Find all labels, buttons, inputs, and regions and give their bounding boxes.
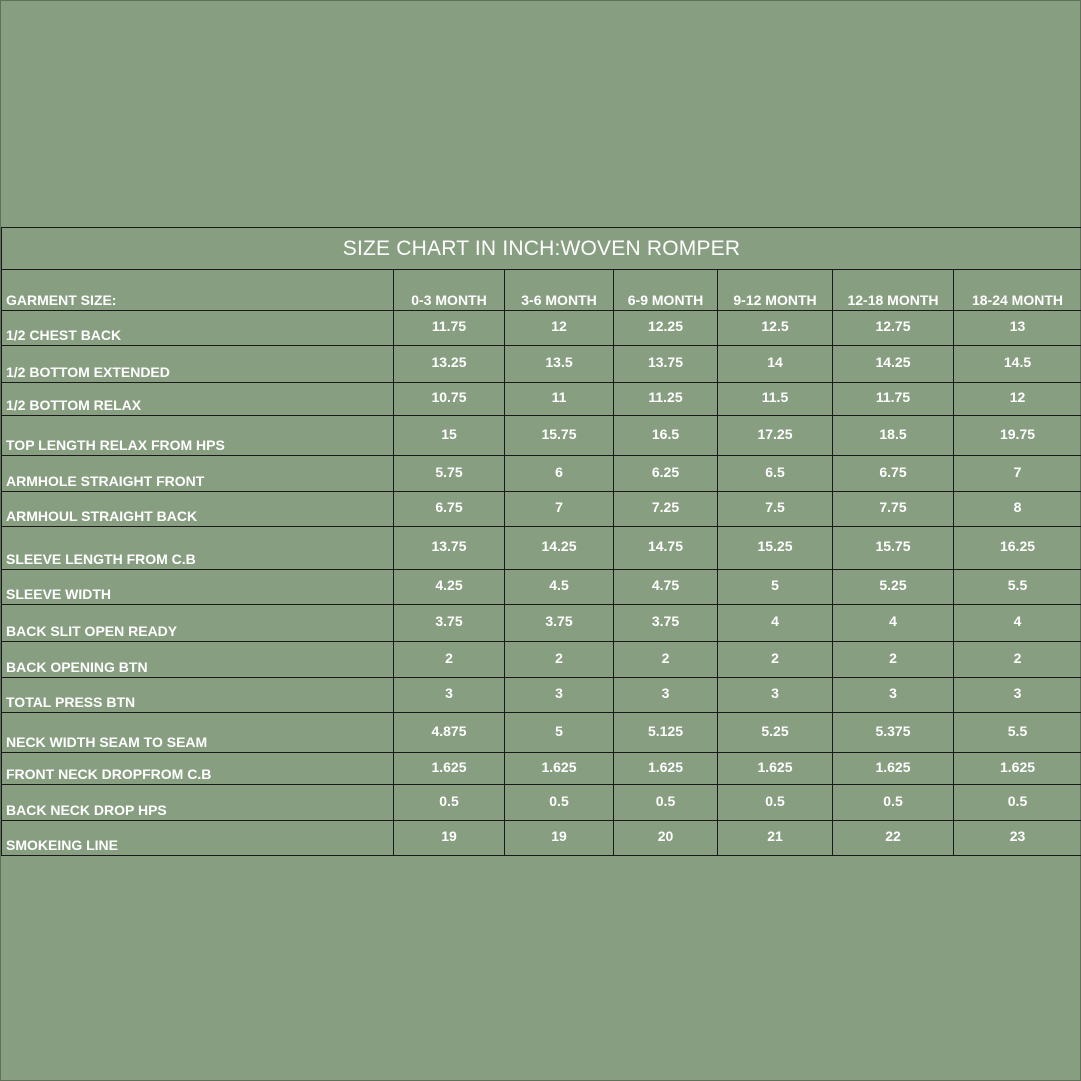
chart-title: SIZE CHART IN INCH:WOVEN ROMPER bbox=[2, 228, 1081, 270]
measurement-value: 13.5 bbox=[505, 346, 614, 383]
measurement-value: 6.25 bbox=[614, 456, 718, 492]
measurement-label: TOTAL PRESS BTN bbox=[2, 678, 394, 713]
measurement-value: 6.75 bbox=[394, 492, 505, 527]
table-row bbox=[2, 456, 1081, 492]
measurement-value: 4.5 bbox=[505, 570, 614, 605]
measurement-value: 2 bbox=[833, 642, 954, 678]
measurement-value: 2 bbox=[505, 642, 614, 678]
title-row bbox=[2, 228, 1081, 270]
measurement-value: 1.625 bbox=[614, 753, 718, 785]
measurement-label: BACK SLIT OPEN READY bbox=[2, 605, 394, 642]
measurement-value: 10.75 bbox=[394, 383, 505, 416]
size-header: 6-9 MONTH bbox=[614, 270, 718, 311]
measurement-value: 0.5 bbox=[614, 785, 718, 821]
measurement-value: 5.75 bbox=[394, 456, 505, 492]
table-row bbox=[2, 346, 1081, 383]
measurement-value: 3 bbox=[954, 678, 1081, 713]
measurement-value: 4.25 bbox=[394, 570, 505, 605]
measurement-value: 11.25 bbox=[614, 383, 718, 416]
measurement-value: 13.75 bbox=[614, 346, 718, 383]
measurement-label: BACK NECK DROP HPS bbox=[2, 785, 394, 821]
measurement-value: 7 bbox=[954, 456, 1081, 492]
measurement-value: 11.75 bbox=[394, 311, 505, 346]
measurement-value: 11.75 bbox=[833, 383, 954, 416]
measurement-label: BACK OPENING BTN bbox=[2, 642, 394, 678]
measurement-value: 11.5 bbox=[718, 383, 833, 416]
measurement-value: 2 bbox=[718, 642, 833, 678]
measurement-value: 4 bbox=[718, 605, 833, 642]
table-row bbox=[2, 416, 1081, 456]
measurement-value: 14.25 bbox=[833, 346, 954, 383]
measurement-value: 12.25 bbox=[614, 311, 718, 346]
measurement-value: 2 bbox=[394, 642, 505, 678]
measurement-label: 1/2 CHEST BACK bbox=[2, 311, 394, 346]
measurement-value: 12.75 bbox=[833, 311, 954, 346]
measurement-value: 3 bbox=[833, 678, 954, 713]
garment-size-label: GARMENT SIZE: bbox=[2, 270, 394, 311]
measurement-value: 23 bbox=[954, 821, 1081, 856]
measurement-value: 15.75 bbox=[833, 527, 954, 570]
measurement-label: ARMHOLE STRAIGHT FRONT bbox=[2, 456, 394, 492]
measurement-value: 1.625 bbox=[505, 753, 614, 785]
measurement-value: 5.5 bbox=[954, 713, 1081, 753]
measurement-label: SLEEVE WIDTH bbox=[2, 570, 394, 605]
measurement-label: 1/2 BOTTOM EXTENDED bbox=[2, 346, 394, 383]
measurement-value: 11 bbox=[505, 383, 614, 416]
measurement-value: 1.625 bbox=[718, 753, 833, 785]
measurement-value: 5.25 bbox=[718, 713, 833, 753]
measurement-value: 7 bbox=[505, 492, 614, 527]
measurement-value: 13.25 bbox=[394, 346, 505, 383]
measurement-value: 7.75 bbox=[833, 492, 954, 527]
measurement-value: 21 bbox=[718, 821, 833, 856]
size-header: 18-24 MONTH bbox=[954, 270, 1081, 311]
measurement-value: 0.5 bbox=[718, 785, 833, 821]
table-row bbox=[2, 311, 1081, 346]
measurement-value: 3.75 bbox=[505, 605, 614, 642]
measurement-value: 0.5 bbox=[954, 785, 1081, 821]
measurement-label: 1/2 BOTTOM RELAX bbox=[2, 383, 394, 416]
measurement-value: 15.25 bbox=[718, 527, 833, 570]
measurement-value: 5.375 bbox=[833, 713, 954, 753]
measurement-value: 18.5 bbox=[833, 416, 954, 456]
table-row bbox=[2, 492, 1081, 527]
table-row bbox=[2, 527, 1081, 570]
size-chart-table bbox=[1, 227, 1081, 856]
measurement-value: 19.75 bbox=[954, 416, 1081, 456]
measurement-value: 19 bbox=[394, 821, 505, 856]
measurement-value: 16.25 bbox=[954, 527, 1081, 570]
size-header: 12-18 MONTH bbox=[833, 270, 954, 311]
measurement-value: 3.75 bbox=[394, 605, 505, 642]
measurement-value: 5.5 bbox=[954, 570, 1081, 605]
measurement-label: SMOKEING LINE bbox=[2, 821, 394, 856]
measurement-value: 8 bbox=[954, 492, 1081, 527]
measurement-value: 6.75 bbox=[833, 456, 954, 492]
measurement-value: 14.5 bbox=[954, 346, 1081, 383]
measurement-value: 13 bbox=[954, 311, 1081, 346]
table-row bbox=[2, 642, 1081, 678]
measurement-value: 5.25 bbox=[833, 570, 954, 605]
header-row bbox=[2, 270, 1081, 311]
measurement-value: 7.25 bbox=[614, 492, 718, 527]
measurement-value: 5 bbox=[718, 570, 833, 605]
measurement-value: 3.75 bbox=[614, 605, 718, 642]
measurement-label: TOP LENGTH RELAX FROM HPS bbox=[2, 416, 394, 456]
size-header: 3-6 MONTH bbox=[505, 270, 614, 311]
measurement-value: 0.5 bbox=[394, 785, 505, 821]
measurement-value: 0.5 bbox=[833, 785, 954, 821]
table-row bbox=[2, 713, 1081, 753]
measurement-value: 1.625 bbox=[833, 753, 954, 785]
measurement-value: 2 bbox=[614, 642, 718, 678]
measurement-value: 1.625 bbox=[954, 753, 1081, 785]
measurement-value: 3 bbox=[614, 678, 718, 713]
measurement-value: 22 bbox=[833, 821, 954, 856]
measurement-value: 13.75 bbox=[394, 527, 505, 570]
measurement-value: 14.75 bbox=[614, 527, 718, 570]
measurement-value: 5.125 bbox=[614, 713, 718, 753]
measurement-value: 3 bbox=[394, 678, 505, 713]
measurement-value: 15.75 bbox=[505, 416, 614, 456]
measurement-value: 4 bbox=[833, 605, 954, 642]
measurement-value: 20 bbox=[614, 821, 718, 856]
table-row bbox=[2, 383, 1081, 416]
measurement-value: 4.875 bbox=[394, 713, 505, 753]
table-row bbox=[2, 570, 1081, 605]
measurement-value: 3 bbox=[505, 678, 614, 713]
size-header: 9-12 MONTH bbox=[718, 270, 833, 311]
measurement-label: ARMHOUL STRAIGHT BACK bbox=[2, 492, 394, 527]
measurement-value: 12.5 bbox=[718, 311, 833, 346]
measurement-label: SLEEVE LENGTH FROM C.B bbox=[2, 527, 394, 570]
measurement-value: 14.25 bbox=[505, 527, 614, 570]
measurement-value: 2 bbox=[954, 642, 1081, 678]
table-row bbox=[2, 753, 1081, 785]
measurement-label: FRONT NECK DROPFROM C.B bbox=[2, 753, 394, 785]
measurement-value: 6 bbox=[505, 456, 614, 492]
table-row bbox=[2, 821, 1081, 856]
measurement-value: 19 bbox=[505, 821, 614, 856]
measurement-value: 4 bbox=[954, 605, 1081, 642]
measurement-value: 4.75 bbox=[614, 570, 718, 605]
table-row bbox=[2, 785, 1081, 821]
size-header: 0-3 MONTH bbox=[394, 270, 505, 311]
measurement-value: 12 bbox=[954, 383, 1081, 416]
measurement-value: 1.625 bbox=[394, 753, 505, 785]
measurement-value: 15 bbox=[394, 416, 505, 456]
measurement-value: 0.5 bbox=[505, 785, 614, 821]
measurement-value: 16.5 bbox=[614, 416, 718, 456]
table-row bbox=[2, 605, 1081, 642]
measurement-value: 17.25 bbox=[718, 416, 833, 456]
measurement-value: 3 bbox=[718, 678, 833, 713]
measurement-value: 7.5 bbox=[718, 492, 833, 527]
measurement-value: 12 bbox=[505, 311, 614, 346]
measurement-label: NECK WIDTH SEAM TO SEAM bbox=[2, 713, 394, 753]
measurement-value: 5 bbox=[505, 713, 614, 753]
measurement-value: 6.5 bbox=[718, 456, 833, 492]
measurement-value: 14 bbox=[718, 346, 833, 383]
table-row bbox=[2, 678, 1081, 713]
